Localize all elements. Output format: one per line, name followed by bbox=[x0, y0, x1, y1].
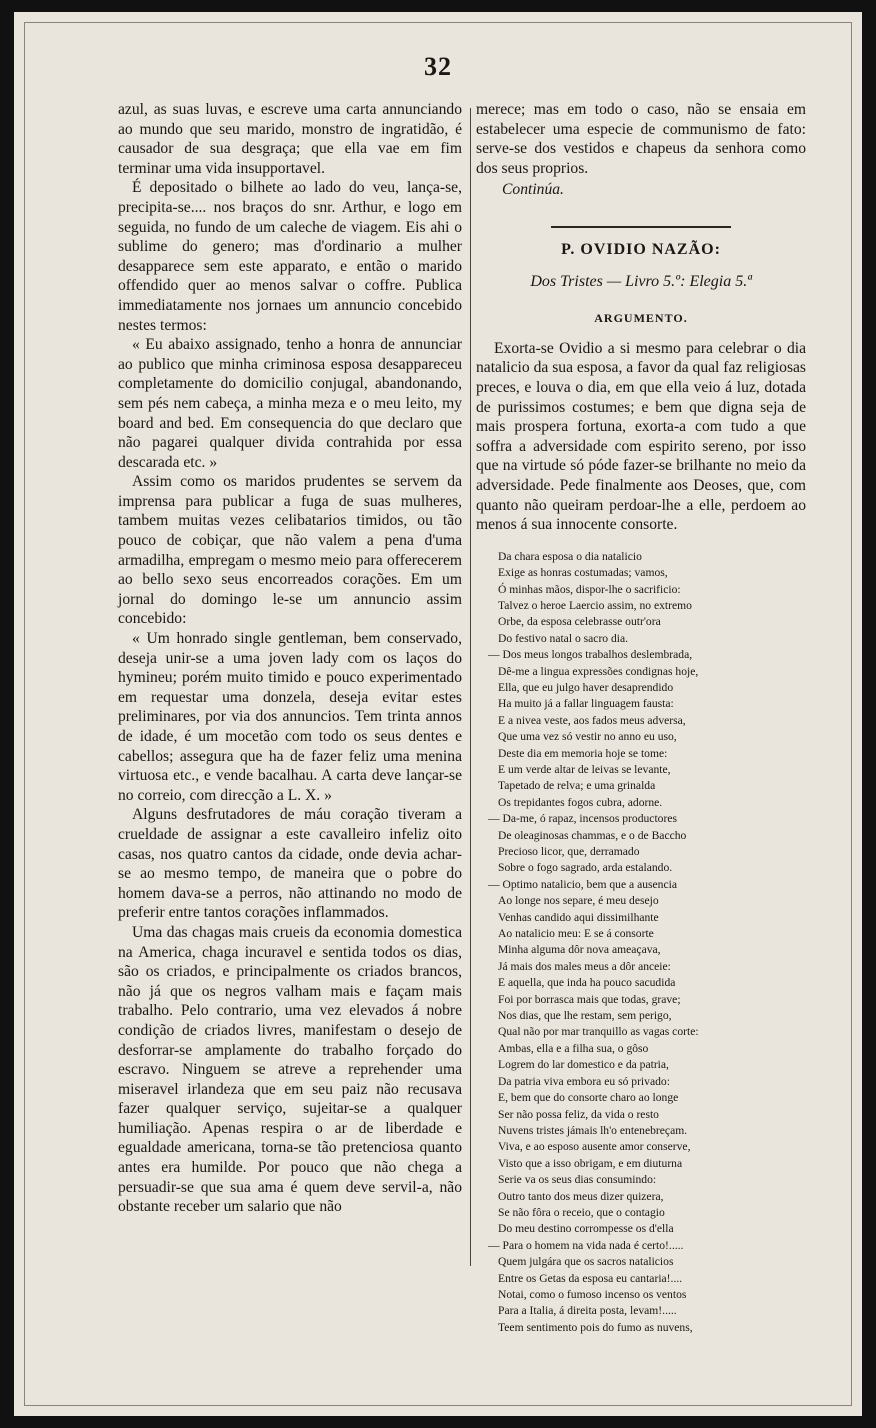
verse-line: Os trepidantes fogos cubra, adorne. bbox=[498, 795, 663, 809]
poem-verse bbox=[476, 549, 806, 1337]
right-column bbox=[476, 100, 806, 1336]
verse-line: Ao natalicio meu: E se á consorte bbox=[498, 927, 654, 941]
verse-line: Ha muito já a fallar linguagem fausta: bbox=[498, 697, 674, 711]
verse-line: Teem sentimento pois do fumo as nuvens, bbox=[498, 1320, 693, 1334]
verse-line: Foi por borrasca mais que todas, grave; bbox=[498, 992, 681, 1006]
verse-line: — Da-me, ó rapaz, incensos productores bbox=[488, 812, 677, 826]
verse-line: Se não fôra o receio, que o contagio bbox=[498, 1205, 665, 1219]
verse-line: Venhas candido aqui dissimilhante bbox=[498, 910, 659, 924]
argumento-text: Exorta-se Ovidio a si mesmo para celebrar o dia natalicio da sua esposa, a favor da qual faz religiosas preces, e louva o dia, em que ella veio á luz, dotada de purissimos costumes; e bem que digna seja de mais prospera fortuna, exorta-a com tudo a que soffra a adversidade com espirito sereno, por isso que na virtude só póde fazer-se brilhante no meio da adversidade. Pede finalmente aos Deoses, que, com quanto não queiram perdoar-lhe a elle, perdoem ao menos á sua innocente consorte. bbox=[476, 339, 806, 534]
verse-line: Ambas, ella e a filha sua, o gôso bbox=[498, 1041, 649, 1055]
verse-line: Exige as honras costumadas; vamos, bbox=[498, 566, 668, 580]
argumento-label: ARGUMENTO. bbox=[594, 311, 688, 326]
paragraph: Assim como os maridos prudentes se servem da imprensa para publicar a fuga de suas mulheres, tambem muitas vezes celibatarios timidos, ou tão pouco de cobiçar, que não valem a pena d'uma armadilha, empregam o mesmo meio para offerecerem ao bello sexo seus encorreados corações. Em um jornal do domingo le-se um annuncio assim concebido: bbox=[118, 473, 462, 628]
section-subheading: Dos Tristes — Livro 5.º: Elegia 5.ª bbox=[530, 272, 752, 290]
verse-line: Já mais dos males meus a dôr anceie: bbox=[498, 959, 671, 973]
verse-line: — Para o homem na vida nada é certo!..... bbox=[488, 1238, 684, 1252]
verse-line: Do meu destino corrompesse os d'ella bbox=[498, 1222, 674, 1236]
verse-line: Talvez o heroe Laercio assim, no extremo bbox=[498, 598, 692, 612]
verse-line: Nos dias, que lhe restam, sem perigo, bbox=[498, 1009, 672, 1023]
verse-line: E aquella, que inda ha pouco sacudida bbox=[498, 976, 676, 990]
column-divider bbox=[470, 108, 471, 1266]
verse-line: Ao longe nos separe, é meu desejo bbox=[498, 894, 659, 908]
verse-line: Ó minhas mãos, dispor-lhe o sacrificio: bbox=[498, 582, 681, 596]
verse-line: E, bem que do consorte charo ao longe bbox=[498, 1091, 679, 1105]
verse-line: Viva, e ao esposo ausente amor conserve, bbox=[498, 1140, 691, 1154]
paragraph: azul, as suas luvas, e escreve uma carta annunciando ao mundo que seu marido, monstro de ingratidão, é causador de sua desgraça; que ella vae em fim terminar uma vida insupportavel. bbox=[118, 101, 462, 177]
verse-line: Sobre o fogo sagrado, arda estalando. bbox=[498, 861, 673, 875]
verse-line: Entre os Getas da esposa eu cantaria!.... bbox=[498, 1271, 683, 1285]
left-column bbox=[118, 100, 462, 1217]
verse-line: Para a Italia, á direita posta, levam!..... bbox=[498, 1304, 677, 1318]
paragraph: « Eu abaixo assignado, tenho a honra de annunciar ao publico que minha criminosa esposa desappareceu completamente do domicilio conjugal, abandonando, sem pés nem cabeça, a minha meza e o meu leito, my board and bed. Em consequencia do que declaro que não pagarei qualquer divida contrahida por essa descarada etc. » bbox=[118, 336, 462, 471]
verse-line: Deste dia em memoria hoje se tome: bbox=[498, 746, 668, 760]
paragraph: É depositado o bilhete ao lado do veu, lança-se, precipita-se.... nos braços do snr. Arthur, e logo em seguida, no fundo de um caleche de viagem. Eis ahi o sublime do genero; mas d'ordinario a mulher desapparece sem este apparato, e então o marido offendido quer ao menos salvar o coffre. Publica immediatamente nos jornaes um annuncio concebido nestes termos: bbox=[118, 179, 462, 334]
verse-line: — Optimo natalicio, bem que a ausencia bbox=[488, 877, 677, 891]
paragraph: Alguns desfrutadores de máu coração tiveram a crueldade de assignar a este cavalleiro infeliz oito casas, nos quatro cantos da cidade, onde devia achar-se ao mesmo tempo, de maneira que o pobre do homem dava-se a perros, não attinando no modo de preferir entre tantos corações inflammados. bbox=[118, 806, 462, 922]
section-heading: P. OVIDIO NAZÃO: bbox=[561, 240, 721, 258]
verse-line: Outro tanto dos meus dizer quizera, bbox=[498, 1189, 664, 1203]
verse-line: Da chara esposa o dia natalicio bbox=[498, 549, 642, 563]
verse-line: Serie va os seus dias consumindo: bbox=[498, 1173, 657, 1187]
verse-line: Nuvens tristes jámais lh'o entenebreçam. bbox=[498, 1123, 688, 1137]
paragraph: merece; mas em todo o caso, não se ensaia em estabelecer uma especie de communismo de fato: serve-se dos vestidos e chapeus da senhora como dos seus proprios. bbox=[476, 101, 806, 177]
verse-line: Visto que a isso obrigam, e em diuturna bbox=[498, 1156, 683, 1170]
verse-line: Orbe, da esposa celebrasse outr'ora bbox=[498, 615, 661, 629]
paragraph: Uma das chagas mais crueis da economia domestica na America, chaga incuravel e sentida todos os dias, são os criados, e principalmente os criados brancos, não já que os negros valham mais e façam mais trabalho. Pelo contrario, uma vez elevados á nobre condição de criados livres, manifestam o desejo de desforrar-se amplamente do trabalho forçado do escravo. Ninguem se atreve a reprehender uma miseravel irlandeza que em seu paiz não recusava fazer qualquer serviço, sujeitar-se a qualquer humiliação. Apenas respira o ar de liberdade e egualdade americana, torna-se tão pretenciosa quanto antes era humilde. Por pouco que não chega a persuadir-se que sua ama é quem deve servil-a, não obstante receber um salario que não bbox=[118, 923, 462, 1216]
verse-line: Do festivo natal o sacro dia. bbox=[498, 631, 629, 645]
verse-line: E um verde altar de leivas se levante, bbox=[498, 762, 671, 776]
verse-line: Precioso licor, que, derramado bbox=[498, 845, 640, 858]
verse-line: Minha alguma dôr nova ameaçava, bbox=[498, 943, 661, 957]
continua-note: Continúa. bbox=[502, 181, 564, 199]
verse-line: Dê-me a lingua expressões condignas hoje, bbox=[498, 664, 699, 678]
verse-line: — Dos meus longos trabalhos deslembrada, bbox=[488, 648, 693, 662]
verse-line: Ser não possa feliz, da vida o resto bbox=[498, 1107, 659, 1121]
verse-line: Tapetado de relva; e uma grinalda bbox=[498, 779, 656, 793]
newspaper-page bbox=[14, 12, 862, 1416]
verse-line: Notai, como o fumoso incenso os ventos bbox=[498, 1287, 687, 1301]
verse-line: Da patria viva embora eu só privado: bbox=[498, 1074, 670, 1088]
verse-line: Ella, que eu julgo haver desaprendido bbox=[498, 680, 674, 694]
verse-line: De oleaginosas chammas, e o de Baccho bbox=[498, 828, 687, 842]
section-rule bbox=[551, 226, 731, 228]
verse-line: Logrem do lar domestico e da patria, bbox=[498, 1058, 669, 1072]
verse-line: Quem julgára que os sacros natalicios bbox=[498, 1255, 674, 1269]
paragraph: « Um honrado single gentleman, bem conservado, deseja unir-se a uma joven lady com os laços do hymineu; porém muito timido e pouco experimentado em requestar uma donzela, deseja evitar estes preliminares, por via dos annuncios. Tem trinta annos de idade, é um mocetão com todo os seus dentes e cabellos; assegura que ha de fazer feliz uma menina virtuosa etc., e vende bacalhau. A carta deve lançar-se no correio, com direcção a L. X. » bbox=[118, 630, 462, 804]
verse-line: Qual não por mar tranquillo as vagas corte: bbox=[498, 1025, 699, 1039]
verse-line: Que uma vez só vestir no anno eu uso, bbox=[498, 730, 677, 744]
verse-line: E a nivea veste, aos fados meus adversa, bbox=[498, 713, 686, 727]
page-number: 32 bbox=[424, 52, 452, 81]
